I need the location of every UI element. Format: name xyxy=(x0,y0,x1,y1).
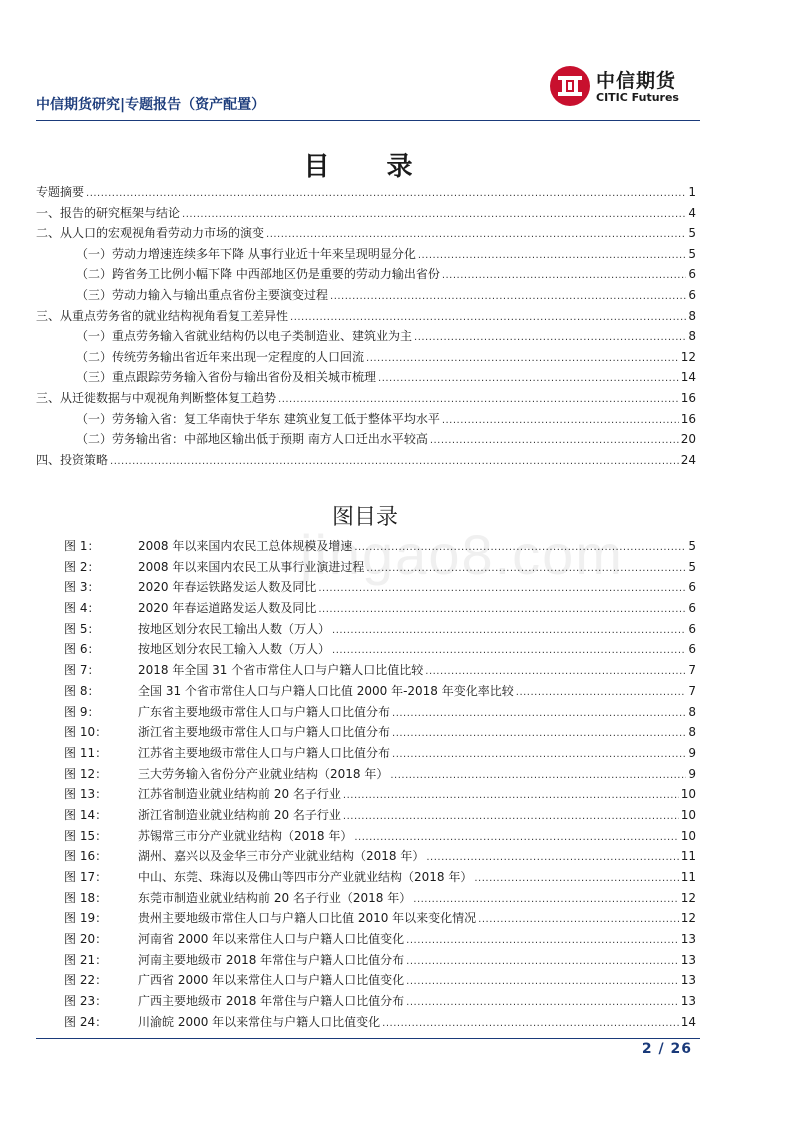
figure-entry[interactable] xyxy=(64,1012,696,1033)
figure-number: 图 3： xyxy=(64,580,100,595)
figure-number: 图 16： xyxy=(64,849,108,864)
figure-leader-dots xyxy=(392,722,686,745)
figure-page: 13 xyxy=(680,952,696,967)
toc-entry[interactable] xyxy=(36,388,696,409)
figure-page: 11 xyxy=(680,849,696,864)
citic-futures-logo xyxy=(550,64,702,114)
figure-entry[interactable] xyxy=(64,660,696,681)
figure-page: 11 xyxy=(680,870,696,884)
toc-leader-dots xyxy=(86,182,686,205)
toc-entry[interactable] xyxy=(36,429,696,450)
toc-entry[interactable] xyxy=(36,285,696,306)
toc-leader-dots xyxy=(418,244,687,267)
figure-entry[interactable] xyxy=(64,722,696,743)
figure-label: 河南主要地级市 2018 年常住与户籍人口比值分布 xyxy=(138,952,405,967)
figure-entry[interactable] xyxy=(64,784,696,805)
toc-entry-label: （二）劳务输出省：中部地区输出低于预期 南方人口迁出水平较高 xyxy=(76,432,428,447)
figure-page: 9 xyxy=(688,745,696,760)
figure-number: 图 5： xyxy=(64,621,100,636)
figure-number: 图 9： xyxy=(64,704,100,719)
footer-divider xyxy=(36,1038,700,1039)
page-number: 2 / 26 xyxy=(641,1041,692,1057)
figure-label: 中山、东莞、珠海以及佛山等四市分产业就业结构（2018 年） xyxy=(138,870,473,884)
toc-entry-page: 20 xyxy=(680,432,696,447)
figure-label: 2020 年春运道路发运人数及同比 xyxy=(138,601,317,616)
figure-leader-dots xyxy=(406,950,679,973)
figure-number: 图 21： xyxy=(64,952,108,967)
figure-list-title: 图目录 xyxy=(331,505,398,530)
toc-entry-page: 24 xyxy=(680,452,696,467)
figure-entry[interactable] xyxy=(64,619,696,640)
figure-entry[interactable] xyxy=(64,888,696,909)
citic-logo-icon xyxy=(550,66,590,106)
figure-entry[interactable] xyxy=(64,929,696,950)
figure-page: 6 xyxy=(688,601,696,616)
figure-leader-dots xyxy=(343,784,679,807)
toc-entry-page: 4 xyxy=(688,205,696,220)
figure-leader-dots xyxy=(332,619,686,642)
figure-leader-dots xyxy=(478,908,679,931)
toc-entry-page: 12 xyxy=(680,349,696,364)
figure-number: 图 6： xyxy=(64,642,100,657)
toc-entry-page: 16 xyxy=(680,390,696,405)
figure-number: 图 20： xyxy=(64,932,108,947)
figure-label: 河南省 2000 年以来常住人口与户籍人口比值变化 xyxy=(138,932,405,947)
figure-label: 浙江省制造业就业结构前 20 名子行业 xyxy=(138,807,341,822)
figure-entry[interactable] xyxy=(64,702,696,723)
figure-leader-dots xyxy=(390,764,686,787)
figure-leader-dots xyxy=(406,929,679,952)
figure-page: 8 xyxy=(688,704,696,719)
figure-label: 按地区划分农民工输出人数（万人） xyxy=(138,621,331,636)
figure-number: 图 1： xyxy=(64,539,100,553)
figure-entry[interactable] xyxy=(64,867,696,888)
figure-label: 江苏省制造业就业结构前 20 名子行业 xyxy=(138,787,341,802)
toc-entry-page: 5 xyxy=(688,246,696,261)
figure-number: 图 11： xyxy=(64,745,108,760)
figure-label: 广西主要地级市 2018 年常住与户籍人口比值分布 xyxy=(138,994,405,1009)
figure-entry[interactable] xyxy=(64,598,696,619)
figure-leader-dots xyxy=(425,660,686,683)
toc-entry-label: （二）跨省务工比例小幅下降 中西部地区仍是重要的劳动力输出省份 xyxy=(76,267,440,282)
figure-number: 图 17： xyxy=(64,870,108,884)
figure-label: 川渝皖 2000 年以来常住与户籍人口比值变化 xyxy=(138,1014,381,1029)
toc-leader-dots xyxy=(430,429,679,452)
toc-leader-dots xyxy=(330,285,686,308)
toc-entry-page: 6 xyxy=(688,267,696,282)
toc-leader-dots xyxy=(290,306,686,329)
figure-leader-dots xyxy=(474,867,678,890)
toc-entry-label: 专题摘要 xyxy=(36,185,85,199)
figure-page: 5 xyxy=(688,539,696,553)
report-series-title: 中信期货研究|专题报告（资产配置） xyxy=(36,97,266,113)
toc-leader-dots xyxy=(442,264,687,287)
figure-page: 8 xyxy=(688,725,696,740)
figure-number: 图 24： xyxy=(64,1014,108,1029)
figure-entry[interactable] xyxy=(64,950,696,971)
logo-text-en: CITIC Futures xyxy=(596,91,679,104)
figure-label: 江苏省主要地级市常住人口与户籍人口比值分布 xyxy=(138,745,391,760)
toc-entry-label: 四、投资策略 xyxy=(36,452,109,467)
toc-entry-label: 三、从重点劳务省的就业结构视角看复工差异性 xyxy=(36,308,289,323)
figure-label: 2018 年全国 31 个省市常住人口与户籍人口比值比较 xyxy=(138,663,424,678)
toc-entry-label: 一、报告的研究框架与结论 xyxy=(36,205,181,220)
figure-label: 苏锡常三市分产业就业结构（2018 年） xyxy=(138,828,353,843)
figure-leader-dots xyxy=(332,639,686,662)
figure-page: 10 xyxy=(680,828,696,843)
figure-page: 7 xyxy=(688,683,696,698)
figure-number: 图 22： xyxy=(64,973,108,988)
toc-title: 目 录 xyxy=(303,152,437,182)
toc-leader-dots xyxy=(366,347,679,370)
figure-leader-dots xyxy=(366,557,686,580)
figure-number: 图 8： xyxy=(64,683,100,698)
toc-entry-label: 三、从迁徙数据与中观视角判断整体复工趋势 xyxy=(36,390,277,405)
toc-entry[interactable] xyxy=(36,223,696,244)
figure-leader-dots xyxy=(392,702,686,725)
figure-number: 图 7： xyxy=(64,663,100,678)
figure-leader-dots xyxy=(392,743,686,766)
figure-label: 湖州、嘉兴以及金华三市分产业就业结构（2018 年） xyxy=(138,849,425,864)
toc-entry-label: （三）劳动力输入与输出重点省份主要演变过程 xyxy=(76,287,329,302)
figure-page: 12 xyxy=(680,911,696,926)
figure-number: 图 14： xyxy=(64,807,108,822)
figure-entry[interactable] xyxy=(64,681,696,702)
figure-leader-dots xyxy=(354,536,686,559)
figure-number: 图 15： xyxy=(64,828,108,843)
figure-number: 图 10： xyxy=(64,725,108,740)
figure-label: 广东省主要地级市常住人口与户籍人口比值分布 xyxy=(138,704,391,719)
figure-page: 5 xyxy=(688,559,696,574)
toc-entry-page: 8 xyxy=(688,329,696,344)
figure-entry[interactable] xyxy=(64,970,696,991)
figure-label: 三大劳务输入省份分产业就业结构（2018 年） xyxy=(138,766,389,781)
toc-entry[interactable] xyxy=(36,367,696,388)
figure-entry[interactable] xyxy=(64,536,696,557)
figure-page: 13 xyxy=(680,932,696,947)
toc-entry[interactable] xyxy=(36,244,696,265)
figure-list xyxy=(64,536,696,1033)
watermark: jingao8.com xyxy=(300,523,624,586)
figure-label: 2008 年以来国内农民工从事行业演进过程 xyxy=(138,559,365,574)
figure-leader-dots xyxy=(406,970,679,993)
toc-entry-label: （二）传统劳务输出省近年来出现一定程度的人口回流 xyxy=(76,349,365,364)
figure-leader-dots xyxy=(406,991,679,1014)
figure-page: 12 xyxy=(680,890,696,905)
toc-entry-label: （一）劳务输入省：复工华南快于华东 建筑业复工低于整体平均水平 xyxy=(76,411,440,426)
figure-leader-dots xyxy=(343,805,679,828)
toc-entry[interactable] xyxy=(36,409,696,430)
figure-number: 图 4： xyxy=(64,601,100,616)
toc-entry[interactable] xyxy=(36,264,696,285)
figure-number: 图 2： xyxy=(64,559,100,574)
figure-page: 10 xyxy=(680,807,696,822)
toc-leader-dots xyxy=(182,203,686,226)
figure-entry[interactable] xyxy=(64,577,696,598)
toc-entry-label: （三）重点跟踪劳务输入省份与输出省份及相关城市梳理 xyxy=(76,370,377,385)
figure-label: 按地区划分农民工输入人数（万人） xyxy=(138,642,331,657)
toc-entry[interactable] xyxy=(36,326,696,347)
figure-page: 9 xyxy=(688,766,696,781)
toc-entry-page: 14 xyxy=(680,370,696,385)
figure-leader-dots xyxy=(382,1012,679,1035)
figure-page: 6 xyxy=(688,642,696,657)
toc-entry-label: （一）劳动力增速连续多年下降 从事行业近十年来呈现明显分化 xyxy=(76,246,416,261)
figure-label: 贵州主要地级市常住人口与户籍人口比值 2010 年以来变化情况 xyxy=(138,911,477,926)
figure-entry[interactable] xyxy=(64,991,696,1012)
toc-entry-label: 二、从人口的宏观视角看劳动力市场的演变 xyxy=(36,226,265,241)
toc-entry[interactable] xyxy=(36,182,696,203)
figure-entry[interactable] xyxy=(64,557,696,578)
toc-entry[interactable] xyxy=(36,450,696,471)
toc-leader-dots xyxy=(414,326,686,349)
toc-entry-page: 8 xyxy=(688,308,696,323)
toc-entry-page: 16 xyxy=(680,411,696,426)
figure-number: 图 19： xyxy=(64,911,108,926)
figure-label: 2008 年以来国内农民工总体规模及增速 xyxy=(138,539,353,553)
toc-leader-dots xyxy=(110,450,679,473)
figure-entry[interactable] xyxy=(64,826,696,847)
figure-page: 10 xyxy=(680,787,696,802)
header-divider xyxy=(36,120,700,121)
logo-text-cn: 中信期货 xyxy=(596,70,677,92)
figure-page: 6 xyxy=(688,621,696,636)
figure-entry[interactable] xyxy=(64,846,696,867)
toc-leader-dots xyxy=(278,388,679,411)
figure-entry[interactable] xyxy=(64,639,696,660)
figure-leader-dots xyxy=(516,681,687,704)
figure-number: 图 12： xyxy=(64,766,108,781)
figure-leader-dots xyxy=(318,598,686,621)
figure-leader-dots xyxy=(413,888,678,911)
figure-entry[interactable] xyxy=(64,743,696,764)
figure-label: 2020 年春运铁路发运人数及同比 xyxy=(138,580,317,595)
figure-label: 广西省 2000 年以来常住人口与户籍人口比值变化 xyxy=(138,973,405,988)
figure-entry[interactable] xyxy=(64,764,696,785)
figure-number: 图 18： xyxy=(64,890,108,905)
figure-leader-dots xyxy=(354,826,678,849)
figure-page: 7 xyxy=(688,663,696,678)
figure-leader-dots xyxy=(318,577,686,600)
toc-entry[interactable] xyxy=(36,306,696,327)
figure-label: 浙江省主要地级市常住人口与户籍人口比值分布 xyxy=(138,725,391,740)
figure-label: 东莞市制造业就业结构前 20 名子行业（2018 年） xyxy=(138,890,412,905)
figure-page: 13 xyxy=(680,973,696,988)
figure-number: 图 13： xyxy=(64,787,108,802)
figure-label: 全国 31 个省市常住人口与户籍人口比值 2000 年-2018 年变化率比较 xyxy=(138,683,514,698)
figure-page: 14 xyxy=(680,1014,696,1029)
page-header xyxy=(36,58,700,120)
figure-page: 6 xyxy=(688,580,696,595)
toc-leader-dots xyxy=(266,223,686,246)
toc-leader-dots xyxy=(442,409,679,432)
table-of-contents xyxy=(36,182,696,470)
figure-entry[interactable] xyxy=(64,908,696,929)
figure-number: 图 23： xyxy=(64,994,108,1009)
toc-leader-dots xyxy=(378,367,679,390)
toc-entry-label: （一）重点劳务输入省就业结构仍以电子类制造业、建筑业为主 xyxy=(76,329,413,344)
figure-page: 13 xyxy=(680,994,696,1009)
figure-leader-dots xyxy=(426,846,678,869)
toc-entry[interactable] xyxy=(36,203,696,224)
toc-entry-page: 5 xyxy=(688,226,696,241)
toc-entry-page: 6 xyxy=(688,287,696,302)
toc-entry[interactable] xyxy=(36,347,696,368)
figure-entry[interactable] xyxy=(64,805,696,826)
toc-entry-page: 1 xyxy=(688,185,696,199)
